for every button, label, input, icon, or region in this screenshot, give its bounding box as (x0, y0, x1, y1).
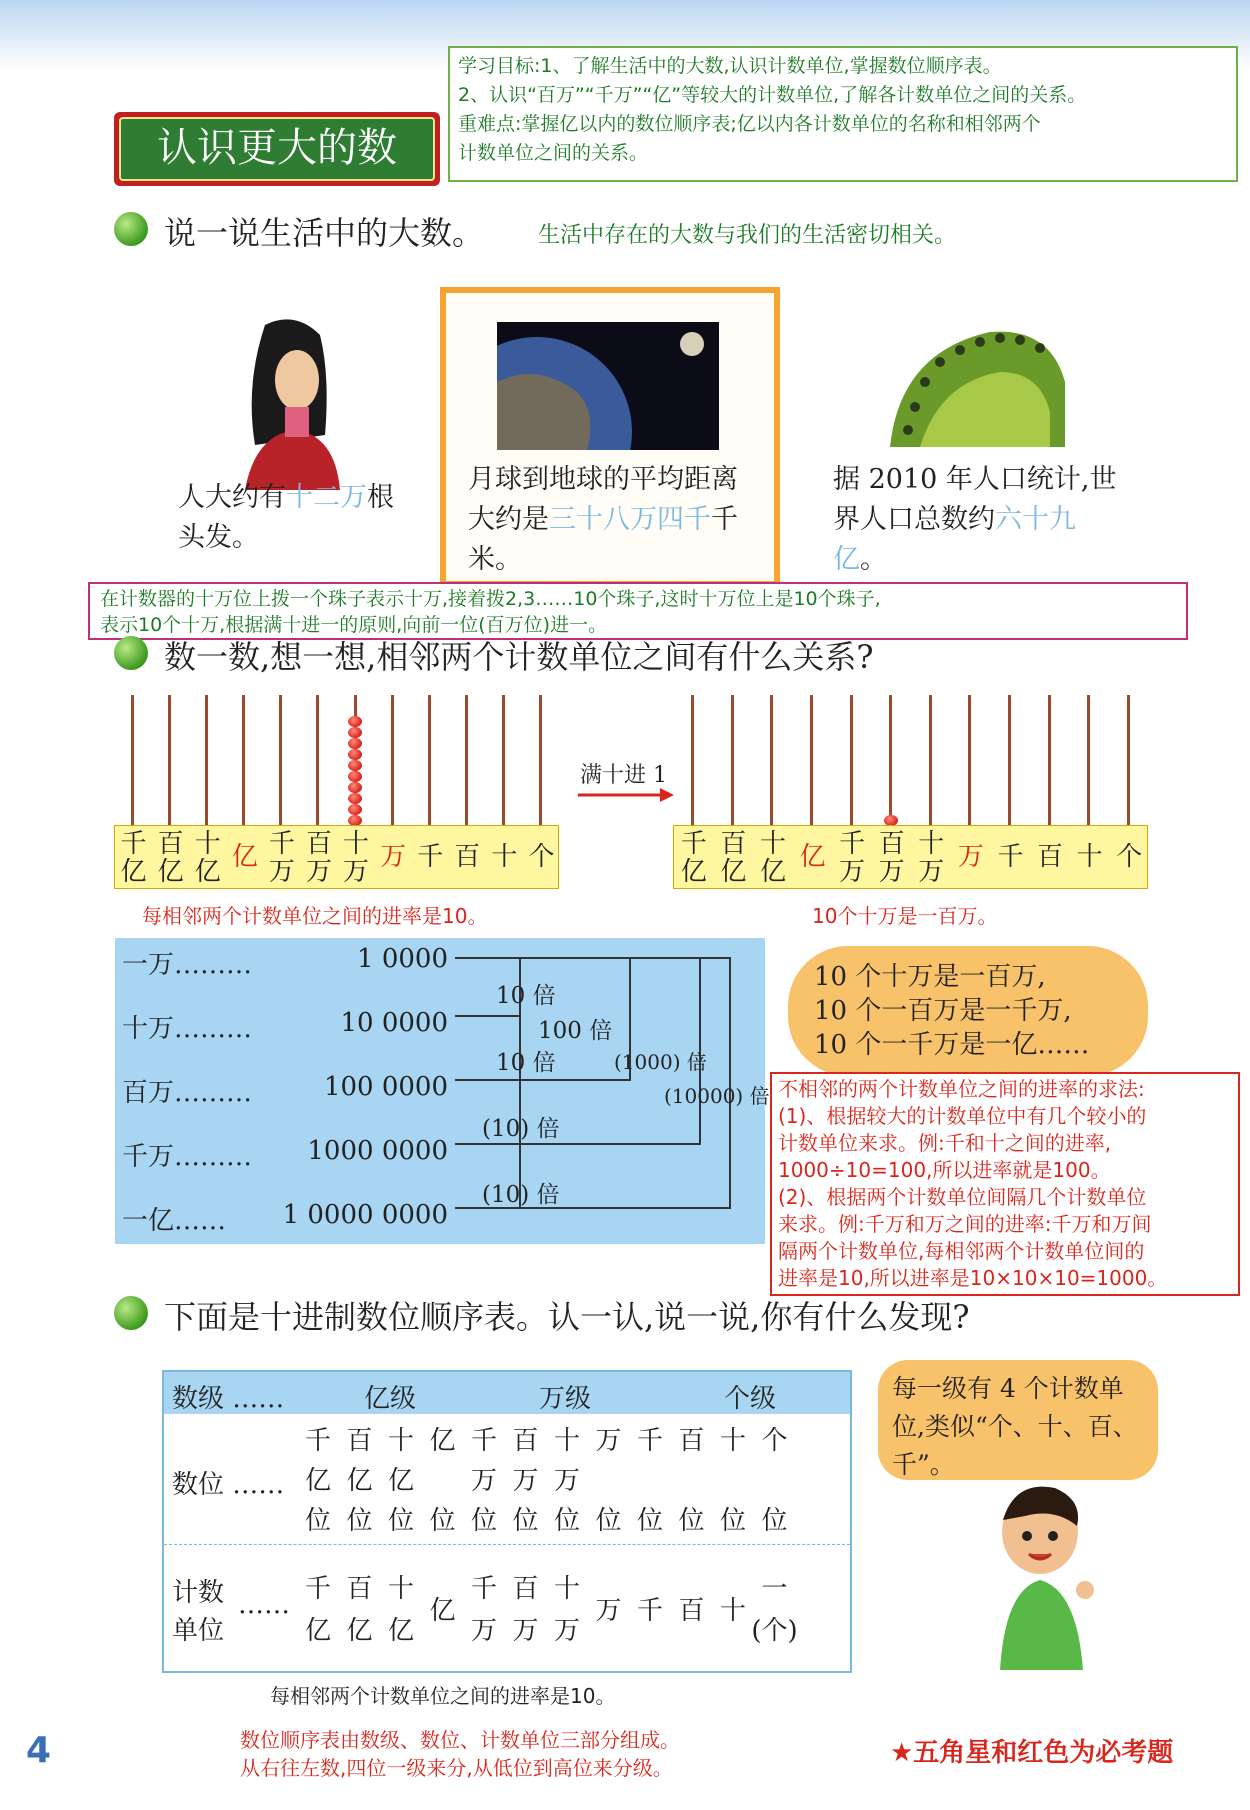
abacus-bead (348, 738, 362, 749)
abacus-unit-label: 千 万 (268, 829, 295, 887)
abacus-unit-label: 百 亿 (720, 829, 747, 887)
table-unit-char: 亿 (304, 1616, 331, 1646)
abacus-rod (391, 695, 394, 825)
section3-heading: 下面是十进制数位顺序表。认一认,说一说,你有什么发现? (164, 1298, 970, 1336)
abacus-unit-label: 千 (417, 842, 444, 872)
abacus-unit-label: 百 万 (878, 829, 905, 887)
multiplier-2: 100 倍 (538, 1018, 613, 1044)
table-place-char: 万 (512, 1466, 539, 1496)
multiplier-1: 10 倍 (496, 983, 556, 1009)
boy-speech-bubble: 每一级有 4 个计数单位,类似“个、十、百、千”。 (878, 1360, 1158, 1480)
table-place-char: 位 (678, 1506, 705, 1536)
abacus-right (673, 695, 1148, 895)
table-place-char: 位 (387, 1506, 414, 1536)
population-caption-prefix: 据 2010 年人口统计,世界人口总数约 (833, 464, 1117, 535)
table-place-char: 亿 (346, 1466, 373, 1496)
abacus-unit-label: 千 万 (839, 829, 866, 887)
table-place-char: 亿 (387, 1466, 414, 1496)
abacus-unit-label: 十 万 (918, 829, 945, 887)
population-caption-answer: 六十九亿 (833, 504, 1076, 575)
moon-caption-answer: 三十八万四千 (549, 504, 711, 535)
table-note: 每相邻两个计数单位之间的进率是10。 (270, 1684, 616, 1708)
cloud-line-1: 10 个十万是一百万, (814, 962, 1046, 992)
abacus-rod (850, 695, 853, 825)
nonadjacent-rate-method-box (770, 1072, 1240, 1296)
hair-caption (178, 478, 418, 558)
section1-note: 生活中存在的大数与我们的生活密切相关。 (538, 223, 957, 248)
table-unit-char: 百 (678, 1596, 705, 1626)
table-place-char: 位 (470, 1506, 497, 1536)
multiplier-4: (1000) 倍 (614, 1050, 707, 1074)
abacus-bead (348, 760, 362, 771)
header-yi-level: 亿级 (364, 1384, 417, 1414)
table-unit-char: 万 (595, 1596, 622, 1626)
abacus-unit-label: 十 (491, 842, 518, 872)
table-place-char: 位 (346, 1506, 373, 1536)
abacus-rod (1008, 695, 1011, 825)
table-place-char: 百 (346, 1426, 373, 1456)
method-line-2: (1)、根据较大的计数单位中有几个较小的 (778, 1104, 1147, 1128)
abacus-unit-label: 亿 (231, 842, 258, 872)
abacus-unit-label: 个 (1116, 842, 1143, 872)
table-place-char: 亿 (429, 1426, 456, 1456)
section1-heading: 说一说生活中的大数。 (164, 214, 485, 252)
lesson-title: 认识更大的数 (119, 117, 435, 181)
abacus-unit-label: 千 亿 (120, 829, 147, 887)
abacus-left (114, 695, 559, 895)
table-place-char: 万 (595, 1426, 622, 1456)
method-line-8: 进率是10,所以进率是10×10×10=1000。 (778, 1266, 1168, 1290)
boy-illustration-icon (985, 1480, 1095, 1670)
method-line-7: 隔两个计数单位,每相邻两个计数单位间的 (778, 1239, 1145, 1263)
abacus-rod (1048, 695, 1051, 825)
row-value-yi: 1 0000 0000 (282, 1200, 448, 1230)
row-value-qianwan: 1000 0000 (307, 1136, 448, 1166)
table-place-char: 个 (761, 1426, 788, 1456)
abacus-bead (348, 716, 362, 727)
row-units-label-bottom: 单位 (172, 1616, 225, 1646)
table-unit-char: (个) (751, 1616, 798, 1646)
row-value-shiwan: 10 0000 (340, 1008, 448, 1038)
abacus-unit-label: 万 (957, 842, 984, 872)
abacus-rod (968, 695, 971, 825)
abacus-bead (348, 793, 362, 804)
abacus-rod (889, 695, 892, 825)
table-unit-char: 千 (470, 1574, 497, 1604)
table-place-char: 位 (304, 1506, 331, 1536)
abacus-unit-label: 十 (1076, 842, 1103, 872)
abacus-rod (205, 695, 208, 825)
table-unit-char: 十 (387, 1574, 414, 1604)
row-units-dots: …… (238, 1590, 290, 1620)
abacus-unit-label: 十 亿 (759, 829, 786, 887)
row-label-shiwan: 十万……… (122, 1014, 253, 1044)
table-unit-char: 亿 (429, 1596, 456, 1626)
abacus-unit-label: 百 亿 (157, 829, 184, 887)
table-place-char: 位 (595, 1506, 622, 1536)
abacus-rod (242, 695, 245, 825)
table-place-char: 位 (512, 1506, 539, 1536)
table-place-char: 位 (553, 1506, 580, 1536)
population-caption-suffix: 。 (860, 544, 887, 575)
table-unit-char: 一 (761, 1574, 788, 1604)
moon-caption-prefix: 月球到地球的平均距离大约是 (468, 464, 738, 535)
bullet-dot-icon (114, 212, 148, 246)
abacus-rod (502, 695, 505, 825)
abacus-rod (539, 695, 542, 825)
cloud-line-2: 10 个一百万是一千万, (814, 996, 1072, 1026)
footer-note-1: 数位顺序表由数级、数位、计数单位三部分组成。 (240, 1728, 680, 1752)
method-line-4: 1000÷10=100,所以进率就是100。 (778, 1158, 1111, 1182)
abacus-unit-label: 十 万 (343, 829, 370, 887)
abacus-rod (465, 695, 468, 825)
table-unit-char: 亿 (387, 1616, 414, 1646)
method-line-1: 不相邻的两个计数单位之间的进率的求法: (778, 1077, 1145, 1101)
table-unit-char: 万 (553, 1616, 580, 1646)
table-unit-char: 百 (346, 1574, 373, 1604)
abacus-right-note: 10个十万是一百万。 (812, 904, 998, 928)
multiplier-3: 10 倍 (496, 1050, 556, 1076)
table-place-char: 万 (553, 1466, 580, 1496)
multiplier-7: (10) 倍 (482, 1182, 560, 1208)
abacus-left-note: 每相邻两个计数单位之间的进率是10。 (142, 904, 488, 928)
row-units-label-top: 计数 (172, 1578, 225, 1608)
footer-note-2: 从右往左数,四位一级来分,从低位到高位来分级。 (240, 1756, 673, 1780)
row-label-baiwan: 百万……… (122, 1078, 253, 1108)
table-unit-char: 百 (512, 1574, 539, 1604)
abacus-rod (279, 695, 282, 825)
place-value-table (162, 1370, 852, 1673)
table-unit-char: 亿 (346, 1616, 373, 1646)
row-value-wan: 1 0000 (357, 944, 448, 974)
table-place-char: 位 (761, 1506, 788, 1536)
row-value-baiwan: 100 0000 (323, 1072, 448, 1102)
abacus-rod (428, 695, 431, 825)
abacus-rod (929, 695, 932, 825)
lesson-title-plate (114, 112, 440, 186)
table-place-char: 亿 (304, 1466, 331, 1496)
abacus-unit-label: 百 (1037, 842, 1064, 872)
table-place-char: 位 (719, 1506, 746, 1536)
abacus-unit-label: 亿 (799, 842, 826, 872)
population-caption (833, 460, 1123, 580)
abacus-left-labels (114, 825, 559, 889)
header-wan-level: 万级 (539, 1384, 592, 1414)
abacus-bead (348, 804, 362, 815)
abacus-bead (348, 749, 362, 760)
abacus-unit-label: 个 (528, 842, 555, 872)
bullet-dot-icon (114, 636, 148, 670)
table-unit-char: 万 (470, 1616, 497, 1646)
right-arrow-icon (578, 786, 674, 804)
abacus-rod (1127, 695, 1130, 825)
abacus-bead (348, 771, 362, 782)
page-number: 4 (26, 1730, 52, 1771)
table-place-char: 十 (387, 1426, 414, 1456)
row-label-wan: 一万……… (122, 950, 253, 980)
goals-line-2: 2、认识“百万”“千万”“亿”等较大的计数单位,了解各计数单位之间的关系。 (458, 84, 1087, 106)
table-unit-char: 十 (553, 1574, 580, 1604)
table-place-char: 位 (429, 1506, 456, 1536)
table-place-char: 十 (553, 1426, 580, 1456)
table-place-char: 千 (470, 1426, 497, 1456)
header-level: 数级 …… (172, 1384, 285, 1414)
row-places-label: 数位 …… (172, 1470, 285, 1500)
star-note: ★五角星和红色为必考题 (890, 1738, 1174, 1768)
hair-caption-suffix: 根头发。 (178, 482, 394, 553)
method-line-6: 来求。例:千万和万之间的进率:千万和万间 (778, 1212, 1152, 1236)
table-divider (164, 1544, 850, 1546)
header-ge-level: 个级 (724, 1384, 777, 1414)
crowd-globe-illustration-icon (880, 322, 1070, 447)
table-unit-char: 万 (512, 1616, 539, 1646)
abacus-rod (810, 695, 813, 825)
abacus-unit-label: 百 万 (305, 829, 332, 887)
abacus-rod (1087, 695, 1090, 825)
section2-heading: 数一数,想一想,相邻两个计数单位之间有什么关系? (164, 638, 874, 676)
goals-line-1: 学习目标:1、了解生活中的大数,认识计数单位,掌握数位顺序表。 (458, 55, 1002, 77)
abacus-rod (770, 695, 773, 825)
explain-line-2: 表示10个十万,根据满十进一的原则,向前一位(百万位)进一。 (100, 614, 608, 636)
goals-line-3: 重难点:掌握亿以内的数位顺序表;亿以内各计数单位的名称和相邻两个 (458, 113, 1041, 135)
table-place-char: 百 (512, 1426, 539, 1456)
table-unit-char: 千 (636, 1596, 663, 1626)
hair-caption-prefix: 人大约有 (178, 482, 286, 513)
bullet-dot-icon (114, 1296, 148, 1330)
earth-moon-photo-icon (497, 322, 719, 450)
method-line-5: (2)、根据两个计数单位间隔几个计数单位 (778, 1185, 1147, 1209)
row-label-qianwan: 千万……… (122, 1142, 253, 1172)
abacus-unit-label: 千 亿 (680, 829, 707, 887)
moon-caption (468, 460, 758, 580)
abacus-rod (691, 695, 694, 825)
abacus-rod (131, 695, 134, 825)
girl-illustration-icon (235, 315, 345, 490)
abacus-unit-label: 千 (997, 842, 1024, 872)
learning-goals-box (448, 46, 1238, 182)
abacus-rod (731, 695, 734, 825)
abacus-right-labels (673, 825, 1148, 889)
carry-label: 满十进 1 (580, 763, 667, 788)
row-label-yi: 一亿…… (122, 1206, 227, 1236)
abacus-unit-label: 十 亿 (194, 829, 221, 887)
abacus-rod (168, 695, 171, 825)
table-place-char: 千 (636, 1426, 663, 1456)
method-line-3: 计数单位来求。例:千和十之间的进率, (778, 1131, 1112, 1155)
abacus-bead (348, 727, 362, 738)
explain-line-1: 在计数器的十万位上拨一个珠子表示十万,接着拨2,3……10个珠子,这时十万位上是10个珠子, (100, 588, 881, 610)
table-unit-char: 千 (304, 1574, 331, 1604)
table-place-char: 千 (304, 1426, 331, 1456)
moon-caption-suffix: 千米。 (468, 504, 738, 575)
table-unit-char: 十 (719, 1596, 746, 1626)
abacus-rod (316, 695, 319, 825)
multiplier-5: (10000) 倍 (664, 1084, 770, 1108)
abacus-bead (348, 782, 362, 793)
multiplier-6: (10) 倍 (482, 1116, 560, 1142)
hair-caption-answer: 十二万 (286, 482, 367, 513)
table-place-char: 位 (636, 1506, 663, 1536)
table-place-char: 万 (470, 1466, 497, 1496)
cloud-line-3: 10 个一千万是一亿…… (814, 1030, 1090, 1060)
abacus-unit-label: 百 (454, 842, 481, 872)
table-place-char: 百 (678, 1426, 705, 1456)
goals-line-4: 计数单位之间的关系。 (458, 142, 649, 164)
table-place-char: 十 (719, 1426, 746, 1456)
abacus-unit-label: 万 (380, 842, 407, 872)
